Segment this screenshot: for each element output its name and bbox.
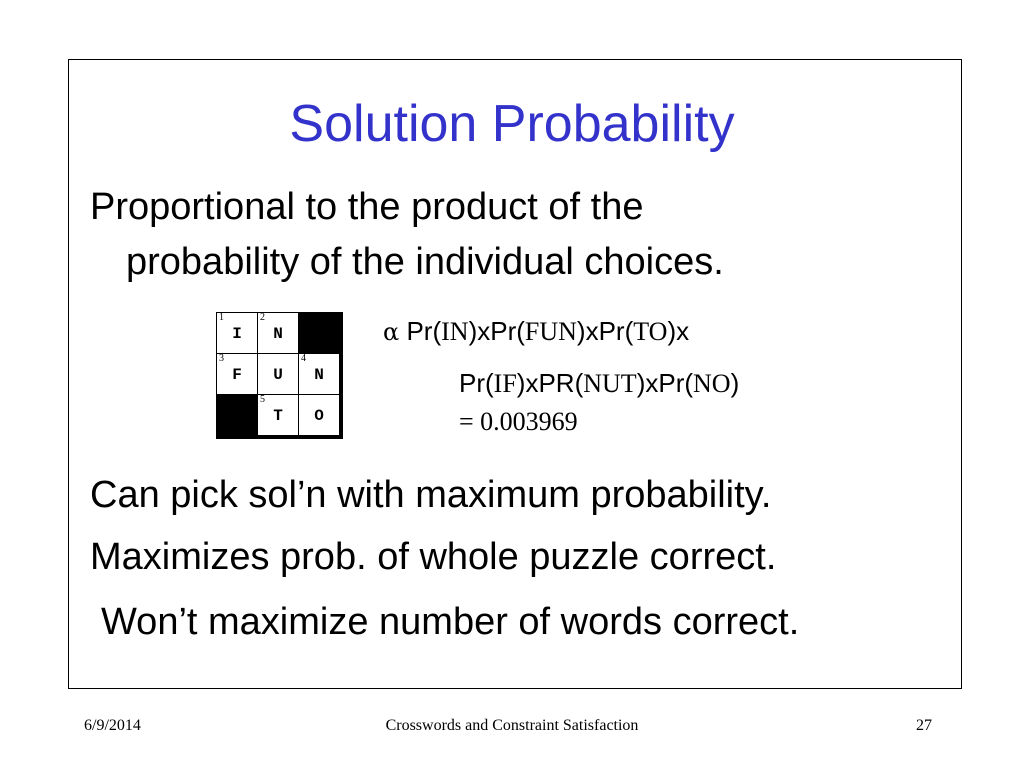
formula-word-no: NO — [693, 369, 731, 398]
formula-result: = 0.003969 — [459, 407, 578, 436]
alpha-symbol: α — [383, 318, 400, 346]
formula-close-x: )x — [636, 368, 659, 398]
crossword-grid — [216, 312, 343, 439]
formula-word-in: IN — [441, 317, 469, 346]
crossword-letter: I — [232, 325, 242, 343]
formula-close-x: )x — [576, 316, 599, 346]
footer-page-number: 27 — [916, 717, 932, 734]
crossword-clue-number: 5 — [260, 394, 265, 405]
crossword-letter: F — [232, 366, 242, 384]
formula-word-nut: NUT — [583, 369, 637, 398]
crossword-clue-number: 2 — [260, 312, 265, 323]
formula-pr: Pr( — [459, 368, 494, 398]
crossword-cell — [217, 354, 258, 395]
formula-pr: Pr( — [658, 368, 694, 398]
line-max-probability: Can pick sol’n with maximum probability. — [90, 474, 772, 516]
crossword-letter: N — [273, 325, 283, 343]
crossword-cell — [258, 313, 299, 354]
formula-line-1 — [383, 318, 689, 345]
formula-close-x: )x — [468, 316, 491, 346]
crossword-cell — [299, 395, 340, 436]
footer-date: 6/9/2014 — [84, 717, 141, 734]
paragraph-line-1: Proportional to the product of the — [90, 186, 644, 228]
crossword-black-cell — [299, 313, 340, 354]
formula-close: ) — [730, 368, 740, 398]
crossword-letter: U — [273, 366, 283, 384]
crossword-black-cell — [217, 395, 258, 436]
crossword-clue-number: 1 — [219, 312, 224, 323]
formula-line-2 — [459, 370, 739, 397]
crossword-cell — [217, 313, 258, 354]
formula-word-if: IF — [493, 369, 517, 398]
formula-word-fun: FUN — [524, 317, 577, 346]
formula-pr: Pr( — [490, 316, 525, 346]
slide-title: Solution Probability — [289, 95, 735, 153]
formula-close-x: )x — [516, 368, 539, 398]
footer-course: Crosswords and Constraint Satisfaction — [385, 717, 639, 734]
formula-pr: Pr( — [406, 316, 442, 346]
crossword-cell — [258, 354, 299, 395]
line-words-correct: Won’t maximize number of words correct. — [101, 601, 800, 643]
paragraph-line-2: probability of the individual choices. — [126, 241, 724, 283]
crossword-letter: T — [273, 407, 283, 425]
crossword-clue-number: 4 — [301, 353, 306, 364]
formula-pr-upper: PR( — [538, 368, 584, 398]
formula-pr: Pr( — [598, 316, 634, 346]
crossword-letter: N — [314, 366, 324, 384]
line-whole-puzzle: Maximizes prob. of whole puzzle correct. — [90, 536, 777, 578]
crossword-cell — [299, 354, 340, 395]
crossword-letter: O — [314, 407, 324, 425]
formula-word-to: TO — [633, 317, 668, 346]
formula-close-x: )x — [667, 316, 690, 346]
crossword-clue-number: 3 — [219, 353, 224, 364]
crossword-cell — [258, 395, 299, 436]
